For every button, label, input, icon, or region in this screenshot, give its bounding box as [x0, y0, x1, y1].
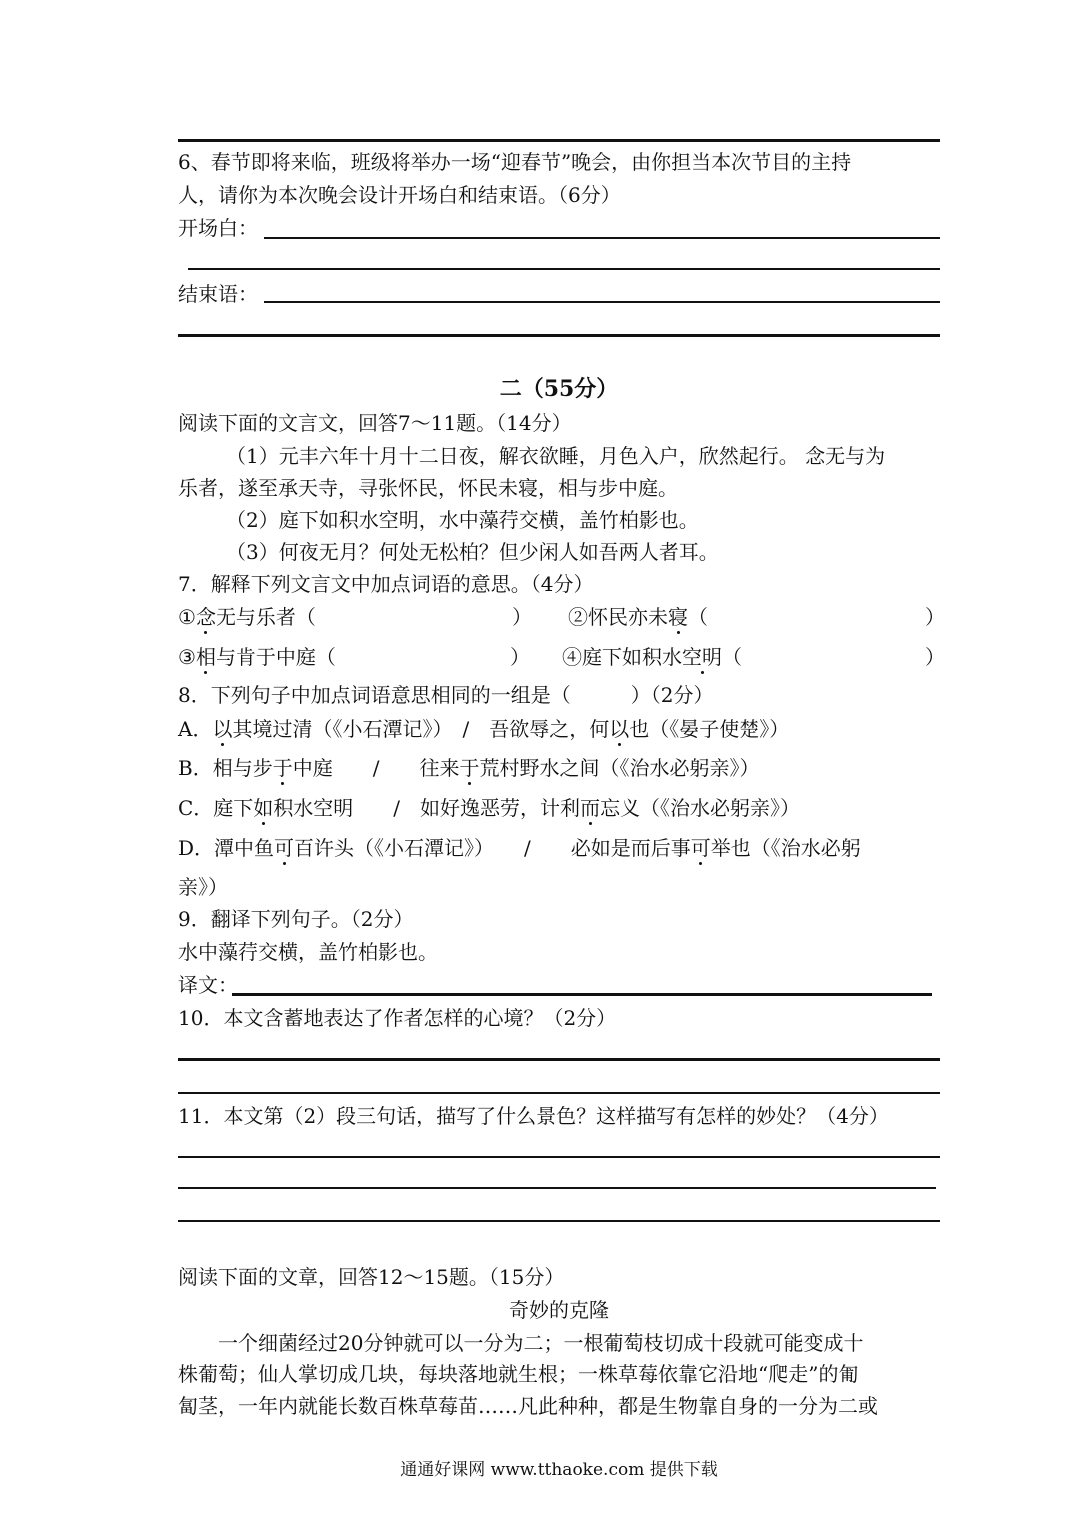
- article-intro: 阅读下面的文章，回答12～15题。（15分）: [178, 1265, 565, 1289]
- q9-sentence: 水中藻荇交横，盖竹柏影也。: [178, 940, 438, 964]
- q7-stem: 7．解释下列文言文中加点词语的意思。（4分）: [178, 572, 594, 596]
- q7-item-4-pre: ④庭下如积水: [562, 645, 682, 669]
- q8-a-dot2: 以: [609, 717, 630, 741]
- q8-b-dot2: 于: [459, 756, 480, 780]
- q8-option-c: [178, 798, 800, 818]
- q8-b-dot1: 于: [272, 756, 293, 780]
- q6-line2: 人，请你为本次晚会设计开场白和结束语。（6分）: [178, 183, 621, 207]
- article-line2: 株葡萄；仙人掌切成几块，每块落地就生根；一株草莓依靠它沿地“爬走”的匍: [178, 1362, 859, 1386]
- classical-intro: 阅读下面的文言文，回答7～11题。（14分）: [178, 411, 572, 435]
- closing-answer-line-2[interactable]: [178, 334, 940, 337]
- q8-b-post: 荒村野水之间（《治水必躬亲》）: [479, 756, 760, 780]
- q11-answer-line-2[interactable]: [178, 1187, 936, 1189]
- q7-item-3: [178, 647, 336, 667]
- closing-answer-line-1[interactable]: [264, 301, 940, 303]
- q11-answer-line-1[interactable]: [178, 1156, 940, 1158]
- q8-c-dot2: 而: [580, 796, 601, 820]
- closing-label: 结束语：: [178, 282, 258, 306]
- q8-option-d-line2: 亲》）: [178, 875, 228, 899]
- q8-d-pre: D．潭中鱼: [178, 836, 275, 860]
- passage-p3: （3）何夜无月？何处无松柏？但少闲人如吾两人者耳。: [226, 540, 719, 564]
- q8-d-dot2: 可: [690, 836, 711, 860]
- q8-d-post: 举也（《治水必躬: [710, 836, 861, 860]
- q7-item-3-dotted: 相: [195, 645, 216, 669]
- top-rule: [178, 139, 940, 142]
- article-title: 奇妙的克隆: [509, 1298, 609, 1322]
- q8-c-post: 忘义（《治水必躬亲》）: [600, 796, 801, 820]
- q7-item-1-dotted: 念: [195, 605, 216, 629]
- q7-item-2-pre: ②怀民亦未: [568, 605, 668, 629]
- q8-c-dot1: 如: [253, 796, 274, 820]
- q7-item-4-close: ）: [925, 645, 945, 669]
- q10-stem: 10．本文含蓄地表达了作者怎样的心境？（2分）: [178, 1006, 617, 1030]
- passage-p1-line1: （1）元丰六年十月十二日夜，解衣欲睡，月色入户，欣然起行。 念无与为: [226, 444, 886, 468]
- q8-c-pre: C．庭下: [178, 796, 254, 820]
- q7-item-1-post: 无与乐者（: [215, 605, 316, 629]
- q7-item-2-dotted: 寝: [668, 605, 688, 629]
- q11-answer-line-3[interactable]: [178, 1220, 940, 1222]
- q8-a-post: 也（《晏子使楚》）: [629, 717, 790, 741]
- q8-a-mid: 其境过清（《小石潭记》） / 吾欲辱之，何: [232, 717, 610, 741]
- q7-item-2-post: （: [688, 605, 708, 629]
- q7-item-4-post: （: [722, 645, 742, 669]
- q7-item-1-pre: ①: [178, 605, 196, 629]
- q7-item-3-pre: ③: [178, 645, 196, 669]
- q8-a-pre: A．: [178, 717, 213, 741]
- q9-stem: 9．翻译下列句子。（2分）: [178, 907, 414, 931]
- page-footer: 通通好课网 www.tthaoke.com 提供下载: [400, 1460, 718, 1480]
- q8-b-mid: 中庭 / 往来: [292, 756, 460, 780]
- q7-item-2: [568, 607, 708, 627]
- q8-d-mid: 百许头（《小石潭记》） / 必如是而后事: [294, 836, 691, 860]
- passage-p1-line2: 乐者，遂至承天寺，寻张怀民，怀民未寝，相与步中庭。: [178, 476, 678, 500]
- opening-answer-line-1[interactable]: [264, 237, 940, 239]
- q7-item-1: [178, 607, 316, 627]
- q8-option-b: [178, 758, 759, 778]
- q6-line1: 6、春节即将来临，班级将举办一场“迎春节”晚会，由你担当本次节目的主持: [178, 150, 852, 174]
- q9-answer-line[interactable]: [232, 993, 932, 996]
- q7-item-2-close: ）: [925, 605, 945, 629]
- q8-c-mid: 积水空明 / 如好逸恶劳，计利: [273, 796, 581, 820]
- q9-answer-label: 译文：: [178, 973, 238, 997]
- q10-answer-line-1[interactable]: [178, 1058, 940, 1061]
- opening-label: 开场白：: [178, 216, 258, 240]
- q7-item-4-dotted: 空明: [682, 645, 722, 669]
- q11-stem: 11．本文第（2）段三句话，描写了什么景色？这样描写有怎样的妙处？（4分）: [178, 1104, 889, 1128]
- q8-option-d: [178, 838, 861, 858]
- opening-answer-line-2[interactable]: [188, 268, 940, 270]
- article-line1: 一个细菌经过20分钟就可以一分为二；一根葡萄枝切成十段就可能变成十: [218, 1331, 864, 1355]
- article-line3: 匐茎，一年内就能长数百株草莓苗……凡此种种，都是生物靠自身的一分为二或: [178, 1394, 878, 1418]
- q10-answer-line-2[interactable]: [178, 1092, 940, 1094]
- q8-d-dot1: 可: [274, 836, 295, 860]
- q7-item-1-close: ）: [512, 605, 532, 629]
- q7-item-4: [562, 647, 742, 667]
- q8-stem: 8．下列句子中加点词语意思相同的一组是（ ）（2分）: [178, 683, 714, 707]
- q8-a-dot1: 以: [212, 717, 233, 741]
- passage-p2: （2）庭下如积水空明，水中藻荇交横，盖竹柏影也。: [226, 508, 699, 532]
- section-title: 二（55分）: [499, 376, 619, 402]
- q8-option-a: [178, 719, 789, 739]
- q7-item-3-close: ）: [510, 645, 530, 669]
- q7-item-3-post: 与肯于中庭（: [215, 645, 336, 669]
- q8-b-pre: B．相与步: [178, 756, 273, 780]
